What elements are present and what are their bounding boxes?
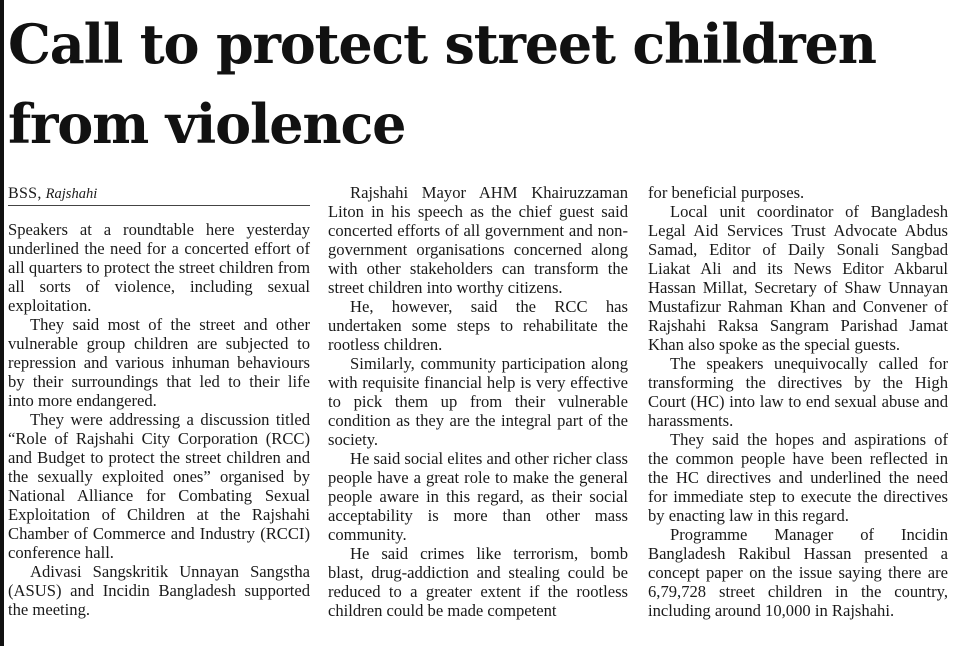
paragraph: Adivasi Sangskritik Unnayan Sangstha (ASUS) and Incidin Bangladesh supported the meeting. [8, 562, 310, 619]
paragraph: They were addressing a discussion titled “Role of Rajshahi City Corporation (RCC) and Budget to protect the street children and the sexually exploited ones” organised by National Alliance for Combating Sexual Exploitation of Children at the Rajshahi Chamber of Commerce and Industry (RCCI) conference hall. [8, 410, 310, 562]
article-column-2 [328, 183, 628, 620]
paragraph: Programme Manager of Incidin Bangladesh Rakibul Hassan presented a concept paper on the issue saying there are 6,79,728 street children in the country, including around 10,000 in Rajshahi. [648, 525, 948, 620]
headline: Call to protect street children from violence [8, 12, 876, 156]
left-margin-rule [0, 0, 4, 646]
paragraph: They said most of the street and other vulnerable group children are subjected to repression and various inhuman behaviours by their surroundings that led to their life into more endangered. [8, 315, 310, 410]
paragraph: Rajshahi Mayor AHM Khairuzzaman Liton in his speech as the chief guest said concerted efforts of all government and non-government organisations concerned along with other stakeholders can transform the street children into worthy citizens. [328, 183, 628, 297]
paragraph: They said the hopes and aspirations of the common people have been reflected in the HC directives and underlined the need for immediate step to execute the directives by enacting law in this regard. [648, 430, 948, 525]
byline-agency: BSS, [8, 185, 42, 202]
paragraph: The speakers unequivocally called for transforming the directives by the High Court (HC) into law to end sexual abuse and harassments. [648, 354, 948, 430]
paragraph: He said crimes like terrorism, bomb blast, drug-addiction and stealing could be reduced to a greater extent if the rootless children could be made competent [328, 544, 628, 620]
paragraph: Speakers at a roundtable here yesterday underlined the need for a concerted effort of all quarters to protect the street children from all sorts of violence, including sexual exploitation. [8, 220, 310, 315]
article-column-3 [648, 183, 948, 620]
article-column-1 [8, 183, 310, 619]
byline [8, 183, 310, 206]
paragraph: He, however, said the RCC has undertaken some steps to rehabilitate the rootless children. [328, 297, 628, 354]
paragraph-continued: for beneficial purposes. [648, 183, 805, 202]
byline-location: Rajshahi [45, 186, 98, 202]
paragraph: He said social elites and other richer class people have a great role to make the general people aware in this regard, as their social acceptability is more than other mass community. [328, 449, 628, 544]
paragraph: Local unit coordinator of Bangladesh Legal Aid Services Trust Advocate Abdus Samad, Editor of Daily Sonali Sangbad Liakat Ali and its News Editor Akbarul Hassan Millat, Secretary of Shaw Unnayan Mustafizur Rahman Khan and Convener of Rajshahi Raksa Sangram Parishad Jamat Khan also spoke as the special guests. [648, 202, 948, 354]
paragraph: Similarly, community participation along with requisite financial help is very effective to pick them up from their vulnerable condition as they are the integral part of the society. [328, 354, 628, 449]
